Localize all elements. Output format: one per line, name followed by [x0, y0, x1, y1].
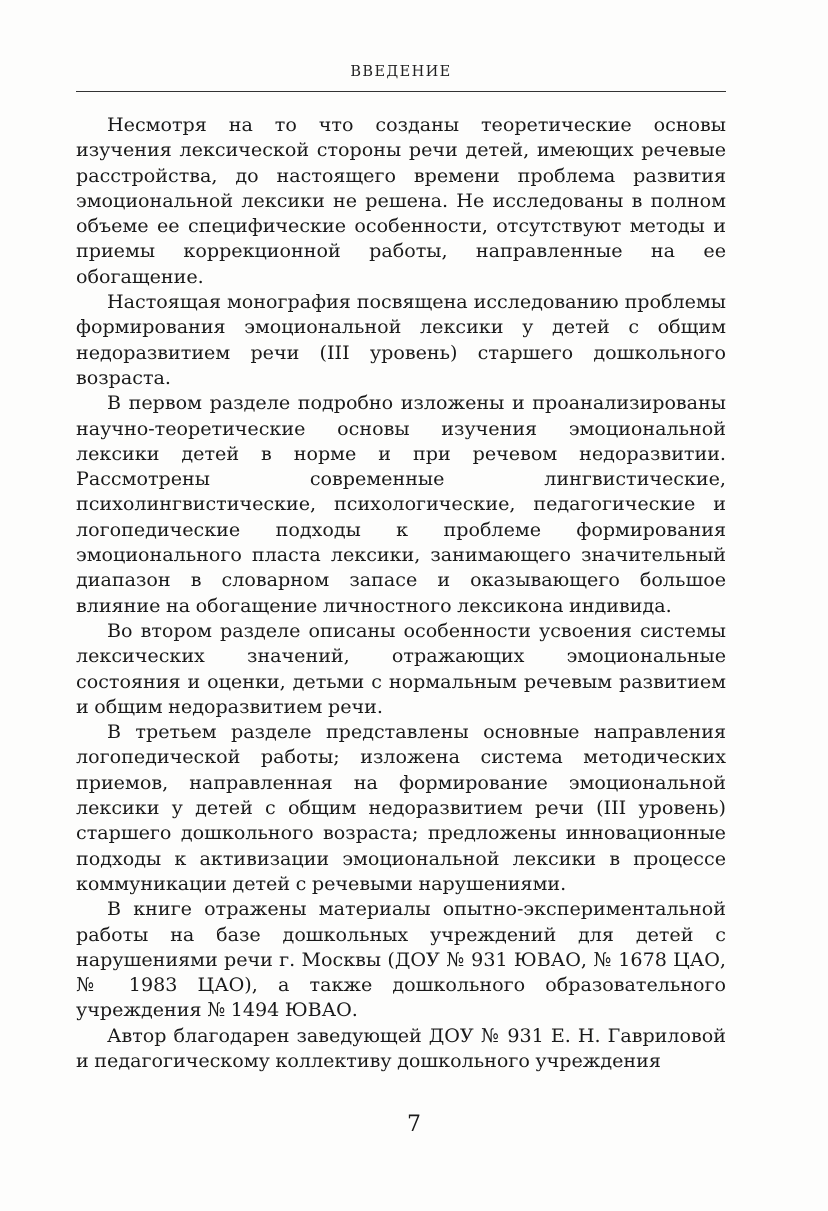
header-rule — [76, 91, 726, 92]
page-number: 7 — [407, 1112, 421, 1137]
body-text — [76, 112, 726, 1073]
paragraph-1: Несмотря на то что созданы теоретические основы изучения лексической стороны речи детей, имеющих речевые расстройства, до настоящего времени проблема развития эмоциональной лексики не решена. Не исследованы в полном объеме ее специфические особенности, отсутствуют методы и приемы коррекционной работы, направленные на ее обогащение. — [76, 113, 726, 288]
paragraph-2: Настоящая монография посвящена исследованию проблемы формирования эмоциональной лексики у детей с общим недоразвитием речи (III уровень) старшего дошкольного возраста. — [76, 290, 726, 389]
paragraph-5: В третьем разделе представлены основные направления логопедической работы; изложена система методических приемов, направленная на формирование эмоциональной лексики у детей с общим недоразвитием речи (III уровень) старшего дошкольного возраста; предложены инновационные подходы к активизации эмоциональной лексики в процессе коммуникации детей с речевыми нарушениями. — [76, 720, 726, 895]
running-head-title: ВВЕДЕНИЕ — [350, 64, 452, 80]
paragraph-3: В первом разделе подробно изложены и проанализированы научно-теоретические основы изучения эмоциональной лексики детей в норме и при речевом недоразвитии. Рассмотрены современные лингвистические, психолингвистические, психологические, педагогические и логопедические подходы к проблеме формирования эмоционального пласта лексики, занимающего значительный диапазон в словарном запасе и оказывающего большое влияние на обогащение личностного лексикона индивида. — [76, 391, 726, 617]
paragraph-4: Во втором разделе описаны особенности усвоения системы лексических значений, отражающих эмоциональные состояния и оценки, детьми с нормальным речевым развитием и общим недоразвитием речи. — [76, 618, 726, 718]
paragraph-7: Автор благодарен заведующей ДОУ № 931 Е. Н. Гавриловой и педагогическому коллективу дошкольного учреждения — [76, 1023, 726, 1072]
paragraph-6: В книге отражены материалы опытно-экспериментальной работы на базе дошкольных учреждений для детей с нарушениями речи г. Москвы (ДОУ № 931 ЮВАО, № 1678 ЦАО, № 1983 ЦАО), а также дошкольного образовательного учреждения № 1494 ЮВАО. — [76, 897, 726, 1022]
